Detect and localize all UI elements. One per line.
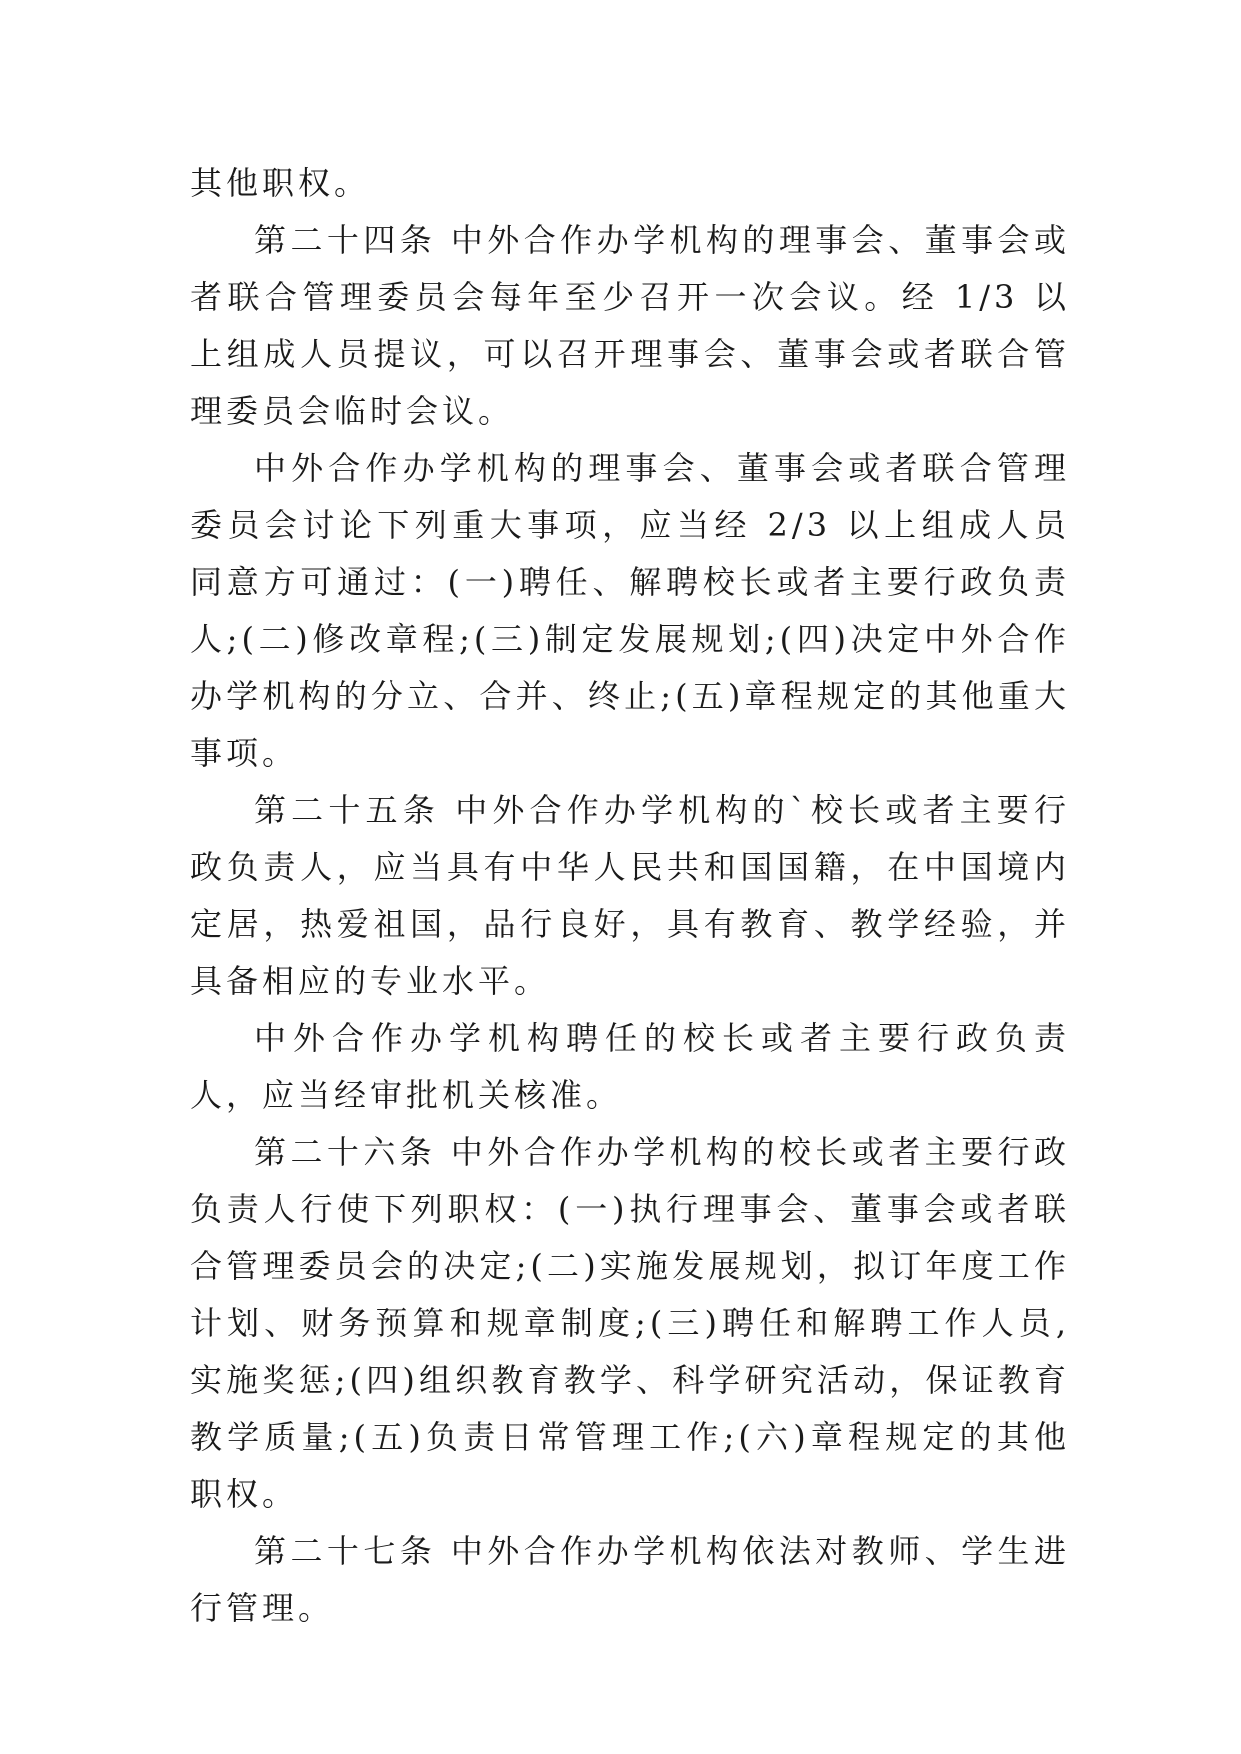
paragraph-article-25-approval: 中外合作办学机构聘任的校长或者主要行政负责人，应当经审批机关核准。 xyxy=(190,1019,1070,1114)
paragraph-article-24-major-matters: 中外合作办学机构的理事会、董事会或者联合管理委员会讨论下列重大事项，应当经 2/3 以上组成人员同意方可通过：(一)聘任、解聘校长或者主要行政负责人;(二)修改章程;(三)制定发展规划;(四)决定中外合作办学机构的分立、合并、终止;(五)章程规定的其他重大事项。 xyxy=(190,449,1070,772)
paragraph-article-26: 第二十六条 中外合作办学机构的校长或者主要行政负责人行使下列职权：(一)执行理事会、董事会或者联合管理委员会的决定;(二)实施发展规划，拟订年度工作计划、财务预算和规章制度;(三)聘任和解聘工作人员,实施奖惩;(四)组织教育教学、科学研究活动，保证教育教学质量;(五)负责日常管理工作;(六)章程规定的其他职权。 xyxy=(190,1133,1070,1513)
paragraph-article-25: 第二十五条 中外合作办学机构的`校长或者主要行政负责人，应当具有中华人民共和国国籍，在中国境内定居，热爱祖国，品行良好，具有教育、教学经验，并具备相应的专业水平。 xyxy=(190,791,1070,1000)
paragraph-article-27: 第二十七条 中外合作办学机构依法对教师、学生进行管理。 xyxy=(190,1532,1070,1627)
paragraph-continuation: 其他职权。 xyxy=(190,164,371,202)
document-body xyxy=(190,155,1070,1637)
paragraph-article-24: 第二十四条 中外合作办学机构的理事会、董事会或者联合管理委员会每年至少召开一次会议。经 1/3 以上组成人员提议，可以召开理事会、董事会或者联合管理委员会临时会议。 xyxy=(190,221,1070,430)
